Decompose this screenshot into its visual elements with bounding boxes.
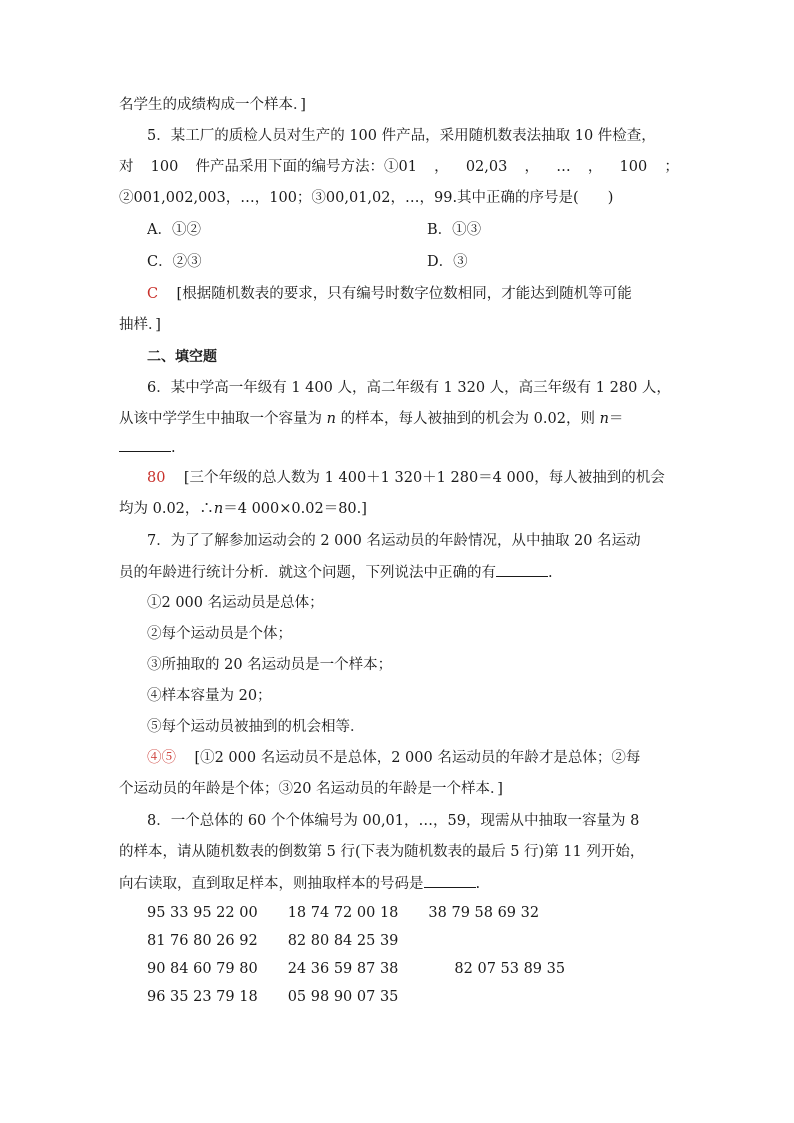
q8-answer-blank[interactable] xyxy=(424,871,476,888)
q7-statement-3: ③所抽取的 20 名运动员是一个样本； xyxy=(147,657,393,673)
q5-word: 100 xyxy=(619,159,648,175)
q5-word: 02,03 xyxy=(465,159,508,175)
section-heading: 二、填空题 xyxy=(147,349,217,365)
q5-option-a: A．①② xyxy=(147,222,201,238)
random-table-row xyxy=(147,929,679,953)
random-table-group: 90 84 60 79 80 xyxy=(147,961,258,977)
random-table-group: 24 36 59 87 38 xyxy=(287,961,399,977)
q5-option-b: B．①③ xyxy=(427,222,482,238)
random-table-group: 82 07 53 89 35 xyxy=(454,961,566,977)
q7-statement-5: ⑤每个运动员被抽到的机会相等． xyxy=(147,719,365,735)
q7-stem-line2 xyxy=(119,560,679,584)
q5-answer-letter: C xyxy=(147,286,159,302)
q7-answer-line2: 个运动员的年龄是个体；③20 名运动员的年龄是一个样本．] xyxy=(119,781,503,797)
q6-stem-line1: 6．某中学高一年级有 1 400 人，高二年级有 1 320 人，高三年级有 1 280 人， xyxy=(147,380,671,396)
q6-answer-value: 80 xyxy=(147,470,166,486)
q5-answer-line1 xyxy=(147,282,679,306)
q6-var-n: n xyxy=(326,411,336,427)
q7-answer-line1 xyxy=(147,746,679,770)
q7-text: 员的年龄进行统计分析．就这个问题，下列说法中正确的有 xyxy=(119,565,496,581)
q7-stem-line1: 7．为了了解参加运动会的 2 000 名运动员的年龄情况，从中抽取 20 名运动 xyxy=(147,533,641,549)
random-table-group: 38 79 58 69 32 xyxy=(428,905,540,921)
q5-word: ， xyxy=(524,159,540,175)
q6-var-n: n xyxy=(599,411,609,427)
q6-answer-text: ＝4 000×0.02＝80.] xyxy=(223,501,367,517)
q5-options-row2 xyxy=(147,250,679,274)
random-table-row xyxy=(147,957,679,981)
q7-statement-4: ④样本容量为 20； xyxy=(147,688,272,704)
q5-stem-line2 xyxy=(119,155,679,179)
q7-answer-value: ④⑤ xyxy=(147,750,176,766)
q5-word: ； xyxy=(664,159,679,175)
q5-options-row1 xyxy=(147,218,679,242)
q7-statement-1: ①2 000 名运动员是总体； xyxy=(147,595,324,611)
random-table-group: 18 74 72 00 18 xyxy=(287,905,399,921)
prev-answer-tail: 名学生的成绩构成一个样本．] xyxy=(119,97,306,113)
q7-period: . xyxy=(548,565,553,581)
q8-stem-line1: 8．一个总体的 60 个个体编号为 00,01，…，59，现需从中抽取一容量为 8 xyxy=(147,813,640,829)
random-table-row xyxy=(147,985,679,1009)
random-table-group: 96 35 23 79 18 xyxy=(147,989,258,1005)
q5-stem-line1: 5．某工厂的质检人员对生产的 100 件产品，采用随机数表法抽取 10 件检查， xyxy=(147,128,656,144)
q8-stem-line3 xyxy=(119,871,679,895)
q5-word: 对 xyxy=(119,159,134,175)
q8-text: 向右读取，直到取足样本，则抽取样本的号码是 xyxy=(119,876,424,892)
q7-answer-blank[interactable] xyxy=(496,560,548,577)
q5-option-d: D．③ xyxy=(427,254,468,270)
q6-answer-line2 xyxy=(119,497,679,521)
q6-answer-blank[interactable] xyxy=(119,435,171,452)
q6-period: . xyxy=(171,440,176,456)
q5-word: ， xyxy=(434,159,449,175)
q5-stem-line3: ②001,002,003，…，100；③00,01,02，…，99.其中正确的序号是( ) xyxy=(119,190,614,206)
q5-word: ， xyxy=(587,159,603,175)
q6-text: 从该中学学生中抽取一个容量为 xyxy=(119,411,322,427)
q8-stem-line2: 的样本，请从随机数表的倒数第 5 行(下表为随机数表的最后 5 行)第 11 列开始， xyxy=(119,844,645,860)
q6-answer-explanation: [三个年级的总人数为 1 400＋1 320＋1 280＝4 000，每人被抽到的机会 xyxy=(183,470,665,486)
q7-answer-explanation: [①2 000 名运动员不是总体，2 000 名运动员的年龄才是总体；②每 xyxy=(194,750,641,766)
q8-period: . xyxy=(475,876,481,892)
q6-answer-text: 均为 0.02，∴ xyxy=(119,501,214,517)
q5-word: 100 xyxy=(150,159,179,175)
random-table-row xyxy=(147,901,679,925)
random-table-group: 81 76 80 26 92 xyxy=(147,933,258,949)
random-table-group: 82 80 84 25 39 xyxy=(287,933,399,949)
q7-statement-2: ②每个运动员是个体； xyxy=(147,626,292,642)
q6-text: ＝ xyxy=(608,411,624,427)
q5-word: … xyxy=(556,159,571,175)
q6-stem-line3 xyxy=(119,435,679,459)
q5-option-c: C．②③ xyxy=(147,254,202,270)
q5-word: 件产品采用下面的编号方法：①01 xyxy=(195,159,417,175)
q6-text: 的样本，每人被抽到的机会为 0.02，则 xyxy=(340,411,595,427)
q5-answer-explanation: [根据随机数表的要求，只有编号时数字位数相同，才能达到随机等可能 xyxy=(176,286,632,302)
q5-answer-line2: 抽样．] xyxy=(119,317,161,333)
q6-stem-line2 xyxy=(119,407,679,431)
random-table-group: 05 98 90 07 35 xyxy=(287,989,399,1005)
q6-var-n: n xyxy=(213,501,224,517)
random-table-group: 95 33 95 22 00 xyxy=(147,905,258,921)
q6-answer-line1 xyxy=(147,466,679,490)
